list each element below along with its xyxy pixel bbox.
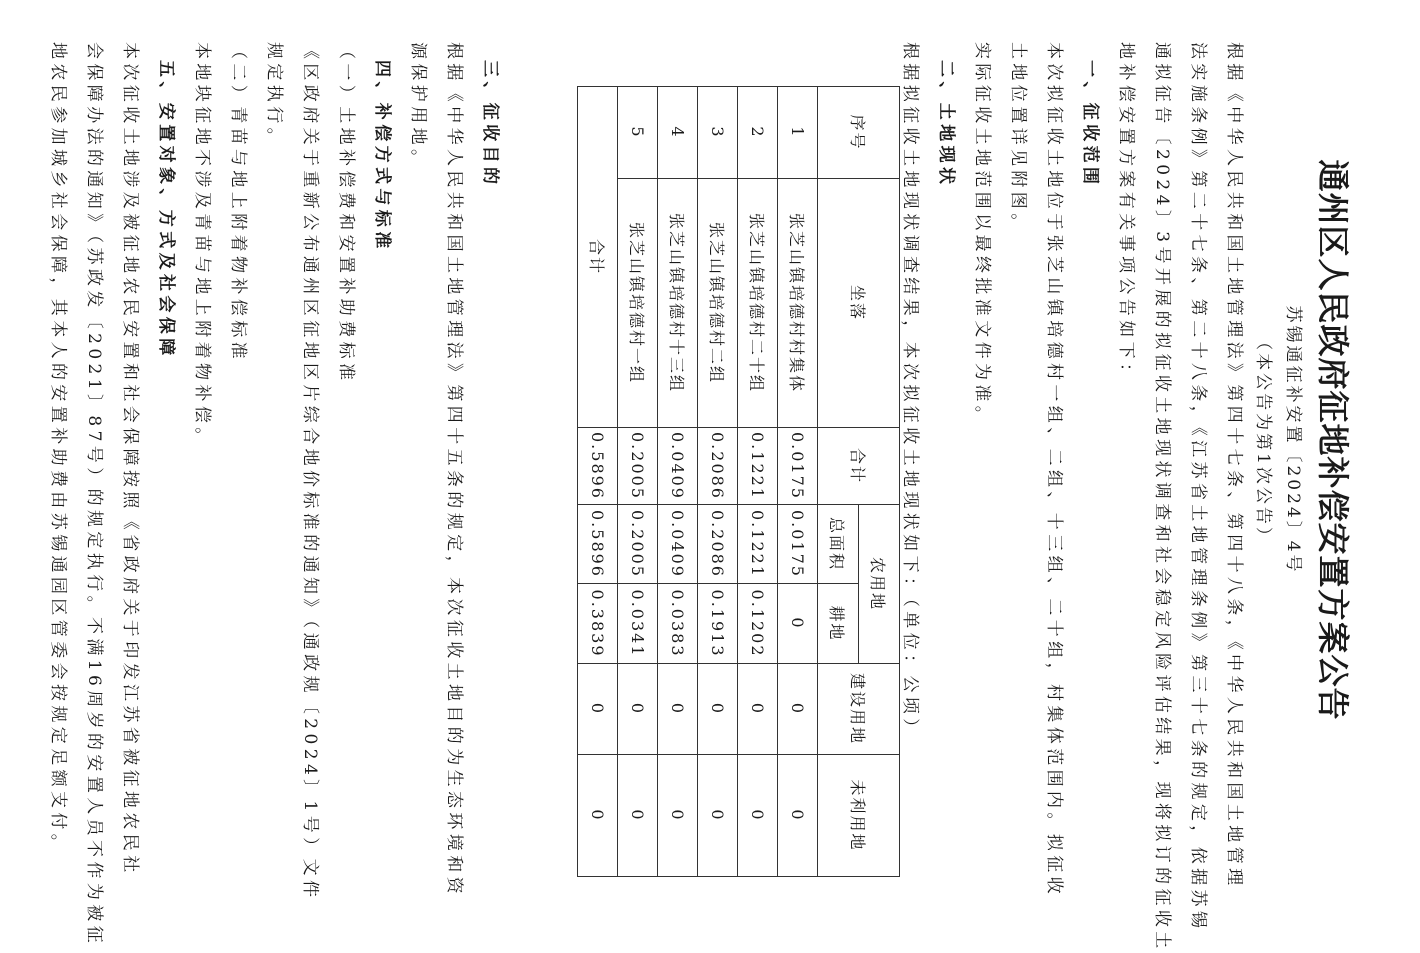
table-row [778, 87, 818, 877]
cell-agri-total: 0.0175 [778, 505, 818, 584]
header-agri-total: 总面积 [818, 505, 859, 584]
header-unused: 未利用地 [818, 755, 900, 877]
cell-unused: 0 [658, 755, 698, 877]
cell-agri-total: 0.2086 [698, 505, 738, 584]
section-heading: 二、土地现状 [936, 60, 956, 189]
sum-label: 合计 [578, 87, 618, 428]
cell-unused: 0 [738, 755, 778, 877]
cell-construction: 0 [778, 664, 818, 755]
header-location: 坐落 [818, 179, 900, 428]
sum-agri-total: 0.5896 [578, 505, 618, 584]
cell-total: 0.1221 [738, 428, 778, 505]
header-no: 序号 [818, 87, 900, 179]
body-line: 法实施条例》第二十七条、第二十八条，《江苏省土地管理条例》第三十七条的规定，依据苏锡 [1188, 42, 1208, 933]
body-line: 会保障办法的通知》（苏政发〔2021〕87号）的规定执行。不满16周岁的安置人员不作为被征 [84, 42, 104, 948]
body-line: 《区政府关于重新公布通州区征地区片综合地价标准的通知》（通政规〔2024〕1号）文件 [300, 42, 320, 902]
cell-total: 0.0409 [658, 428, 698, 505]
body-line: 本次拟征收土地位于张芝山镇培德村一组、二组、十三组、二十组，村集体范围内。拟征收 [1044, 42, 1064, 898]
sum-unused: 0 [578, 755, 618, 877]
cell-arable: 0.1913 [698, 584, 738, 664]
body-line: 本次征收土地涉及被征地农民安置和社会保障按照《省政府关于印发江苏省被征地农民社 [120, 42, 140, 877]
cell-location: 张芝山镇培德村十三组 [658, 179, 698, 428]
table-row [698, 87, 738, 877]
cell-arable: 0.0341 [618, 584, 658, 664]
header-construction: 建设用地 [818, 664, 900, 755]
cell-no: 2 [738, 87, 778, 179]
cell-location: 张芝山镇培德村二组 [698, 179, 738, 428]
cell-no: 4 [658, 87, 698, 179]
section-heading: 五、安置对象、方式及社会保障 [156, 60, 176, 360]
section-heading: 三、征收目的 [480, 60, 500, 189]
cell-arable: 0.0383 [658, 584, 698, 664]
announcement-note: （本公告为第1次公告） [1253, 333, 1273, 547]
cell-no: 5 [618, 87, 658, 179]
cell-location: 张芝山镇培德村二十组 [738, 179, 778, 428]
cell-total: 0.2086 [698, 428, 738, 505]
body-line: 地补偿安置方案有关事项公告如下： [1116, 42, 1136, 385]
cell-construction: 0 [738, 664, 778, 755]
body-line: （一）土地补偿费和安置补助费标准 [336, 42, 356, 385]
sum-construction: 0 [578, 664, 618, 755]
cell-unused: 0 [778, 755, 818, 877]
body-line: 土地位置详见附图。 [1008, 42, 1028, 235]
table-row [738, 87, 778, 877]
cell-total: 0.2005 [618, 428, 658, 505]
body-line: （二）青苗与地上附着物补偿标准 [228, 42, 248, 363]
body-line: 根据《中华人民共和国土地管理法》第四十五条的规定，本次征收土地目的为生态环境和资 [444, 42, 464, 898]
cell-arable: 0.1202 [738, 584, 778, 664]
body-line: 地农民参加城乡社会保障，其本人的安置补助费由苏锡通园区管委会按规定足额支付。 [48, 42, 68, 856]
cell-arable: 0 [778, 584, 818, 664]
sum-total: 0.5896 [578, 428, 618, 505]
header-arable: 耕地 [818, 584, 859, 664]
body-line: 源保护用地。 [408, 42, 428, 171]
table-row [658, 87, 698, 877]
body-line: 根据《中华人民共和国土地管理法》第四十七条、第四十八条，《中华人民共和国土地管理 [1224, 42, 1244, 890]
header-agri: 农用地 [859, 505, 900, 664]
cell-construction: 0 [698, 664, 738, 755]
header-total: 合计 [818, 428, 900, 505]
cell-unused: 0 [618, 755, 658, 877]
land-status-table [577, 86, 900, 877]
table-sum-row [578, 87, 618, 877]
body-line: 本地块征地不涉及青苗与地上附着物补偿。 [192, 42, 212, 449]
cell-agri-total: 0.0409 [658, 505, 698, 584]
table-row [618, 87, 658, 877]
document-title: 通州区人民政府征地补偿安置方案公告 [1314, 159, 1352, 721]
cell-agri-total: 0.1221 [738, 505, 778, 584]
cell-no: 1 [778, 87, 818, 179]
body-line: 规定执行。 [264, 42, 284, 149]
cell-no: 3 [698, 87, 738, 179]
body-line: 通拟征告〔2024〕3号开展的拟征收土地现状调查和社会稳定风险评估结果，现将拟订的征收土 [1152, 42, 1172, 953]
cell-total: 0.0175 [778, 428, 818, 505]
body-line: 根据拟征收土地现状调查结果，本次拟征收土地现状如下：（单位：公顷） [900, 42, 920, 740]
cell-construction: 0 [658, 664, 698, 755]
cell-location: 张芝山镇培德村一组 [618, 179, 658, 428]
document-number: 苏锡通征补安置〔2024〕4号 [1283, 305, 1303, 575]
cell-unused: 0 [698, 755, 738, 877]
cell-construction: 0 [618, 664, 658, 755]
cell-agri-total: 0.2005 [618, 505, 658, 584]
body-line: 实际征收土地范围以最终批准文件为准。 [972, 42, 992, 428]
cell-location: 张芝山镇培德村村集体 [778, 179, 818, 428]
section-heading: 四、补偿方式与标准 [372, 60, 392, 253]
sum-arable: 0.3839 [578, 584, 618, 664]
section-heading: 一、征收范围 [1080, 60, 1100, 189]
